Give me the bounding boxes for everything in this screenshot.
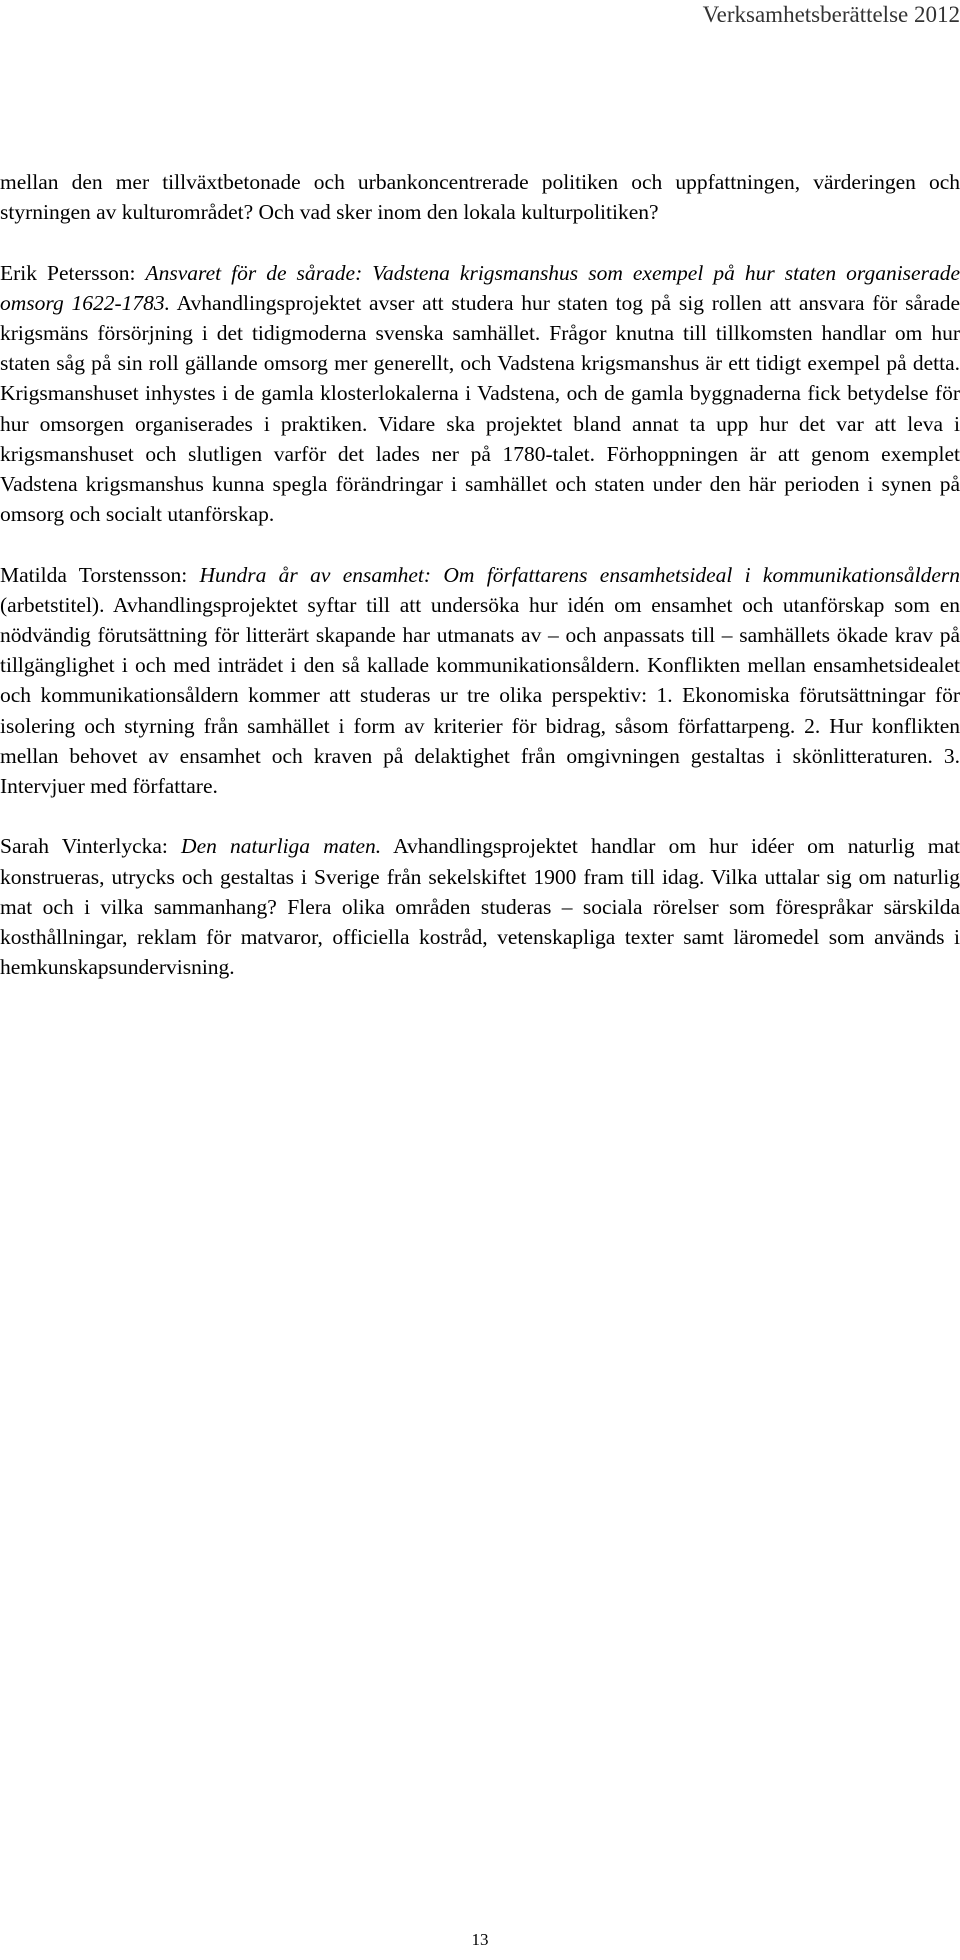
thesis-description-vinterlycka: Avhandlingsprojektet handlar om hur idéer om naturlig mat konstrueras, utrycks och gestaltas i Sverige från sekelskiftet 1900 fram till idag. Vilka uttalar sig om naturlig mat och i vilka sammanhang? Flera olika områden studeras – sociala rörelser som förespråkar särskilda kosthållningar, reklam för matvaror, officiella kostråd, vetenskapliga texter samt läromedel som används i hemkunskapsundervisning.: [0, 834, 960, 980]
thesis-description-petersson: Avhandlingsprojektet avser att studera hur staten tog på sig rollen att ansvara för sårade krigsmäns försörjning i det tidigmoderna svenska samhället. Frågor knutna till tillkomsten handlar om hur staten såg på sin roll gällande omsorg mer generellt, och Vadstena krigsmanshus är ett tidigt exempel på detta. Krigsmanshuset inhystes i de gamla klosterlokalerna i Vadstena, och de gamla byggnaderna fick betydelse för hur omsorgen organiserades i praktiken. Vidare ska projektet bland annat ta upp hur det var att leva i krigsmanshuset och slutligen varför det lades ner på 1780-talet. Förhoppningen är att genom exemplet Vadstena krigsmanshus kunna spegla förändringar i samhället och staten under den här perioden i synen på omsorg och socialt utanförskap.: [0, 290, 960, 527]
thesis-title-vinterlycka: Den naturliga maten.: [181, 834, 382, 859]
thesis-title-torstensson: Hundra år av ensamhet: Om författarens ensamhetsideal i kommunikationsåldern: [199, 562, 960, 587]
author-name-vinterlycka: Sarah Vinterlycka:: [0, 834, 182, 859]
paragraph-torstensson: [0, 560, 960, 802]
paragraph-vinterlycka: [0, 831, 960, 982]
thesis-description-torstensson: (arbetstitel). Avhandlingsprojektet syftar till att undersöka hur idén om ensamhet och utanförskap som en nödvändig förutsättning för litterärt skapande har utmanats av – och anpassats till – samhällets ökade krav på tillgänglighet i och med inträdet i den så kallade kommunikationsåldern. Konflikten mellan ensamhetsidealet och kommunikationsåldern kommer att studeras ur tre olika perspektiv: 1. Ekonomiska förutsättningar för isolering och styrning från samhället i form av kriterier för bidrag, såsom författarpeng. 2. Hur konflikten mellan behovet av ensamhet och kraven på delaktighet från omgivningen gestaltas i skönlitteraturen. 3. Intervjuer med författare.: [0, 592, 960, 799]
running-header-title: Verksamhetsberättelse 2012: [702, 2, 960, 27]
document-body: [0, 167, 960, 982]
paragraph-petersson: [0, 258, 960, 530]
paragraph-intro-text: mellan den mer tillväxtbetonade och urbankoncentrerade politiken och uppfattningen, värderingen och styrningen av kulturområdet? Och vad sker inom den lokala kulturpolitiken?: [0, 170, 960, 225]
author-name-torstensson: Matilda Torstensson:: [0, 562, 200, 587]
paragraph-intro: [0, 167, 960, 227]
thesis-title-petersson: Ansvaret för de sårade: Vadstena krigsmanshus som exempel på hur staten organiserade omsorg 1622-1783.: [0, 260, 960, 315]
author-name-petersson: Erik Petersson:: [0, 260, 146, 285]
page-number: 13: [471, 1930, 489, 1949]
